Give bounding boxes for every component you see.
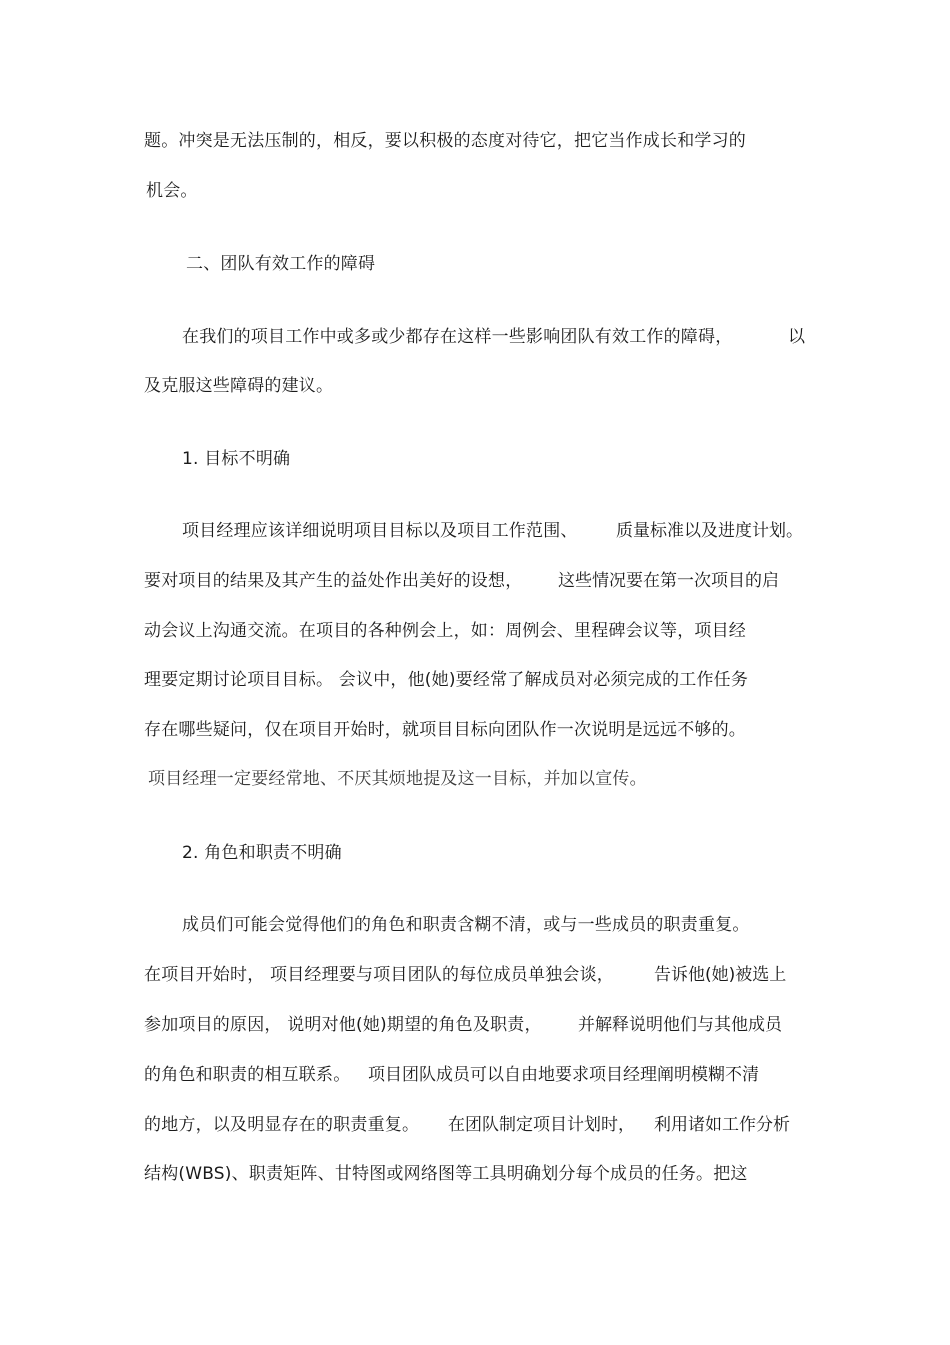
paragraph-line-tail: 质量标准以及进度计划。: [616, 521, 803, 541]
paragraph-line: 存在哪些疑问，仅在项目开始时，就项目目标向团队作一次说明是远远不够的。: [144, 720, 746, 740]
paragraph-line: 的角色和职责的相互联系。: [144, 1065, 351, 1085]
paragraph-line-tail: 这些情况要在第一次项目的启: [558, 571, 779, 591]
paragraph-line-tail: 并解释说明他们与其他成员: [578, 1015, 782, 1035]
paragraph-line-tail: 项目团队成员可以自由地要求项目经理阐明模糊不清: [368, 1065, 759, 1085]
subsection-heading: 1. 目标不明确: [182, 449, 291, 469]
paragraph-line-tail: 在团队制定项目计划时，: [448, 1115, 635, 1135]
paragraph-line: 在我们的项目工作中或多或少都存在这样一些影响团队有效工作的障碍，: [182, 327, 733, 347]
paragraph-line: 结构(WBS)、职责矩阵、甘特图或网络图等工具明确划分每个成员的任务。把这: [144, 1164, 748, 1184]
paragraph-line-tail: 告诉他(她)被选上: [654, 965, 787, 985]
paragraph-line: 及克服这些障碍的建议。: [144, 376, 334, 396]
paragraph-line-tail: 以: [788, 327, 805, 347]
paragraph-line-tail: 利用诸如工作分析: [654, 1115, 790, 1135]
paragraph-line: 参加项目的原因， 说明对他(她)期望的角色及职责，: [144, 1015, 542, 1035]
paragraph-line: 机会。: [146, 181, 198, 201]
paragraph-line: 题。冲突是无法压制的，相反，要以积极的态度对待它，把它当作成长和学习的: [144, 131, 746, 151]
paragraph-line: 动会议上沟通交流。在项目的各种例会上，如：周例会、里程碑会议等，项目经: [144, 621, 746, 641]
paragraph-line: 的地方，以及明显存在的职责重复。: [144, 1115, 420, 1135]
paragraph-line: 要对项目的结果及其产生的益处作出美好的设想，: [144, 571, 523, 591]
paragraph-line: 项目经理应该详细说明项目目标以及项目工作范围、: [182, 521, 578, 541]
section-heading: 二、团队有效工作的障碍: [186, 254, 376, 274]
paragraph-line: 成员们可能会觉得他们的角色和职责含糊不清，或与一些成员的职责重复。: [182, 915, 750, 935]
paragraph-line: 项目经理一定要经常地、不厌其烦地提及这一目标，并加以宣传。: [148, 769, 647, 789]
paragraph-line: 在项目开始时， 项目经理要与项目团队的每位成员单独会谈，: [144, 965, 615, 985]
paragraph-line: 理要定期讨论项目目标。 会议中，他(她)要经常了解成员对必须完成的工作任务: [144, 670, 749, 690]
subsection-heading: 2. 角色和职责不明确: [182, 843, 342, 863]
